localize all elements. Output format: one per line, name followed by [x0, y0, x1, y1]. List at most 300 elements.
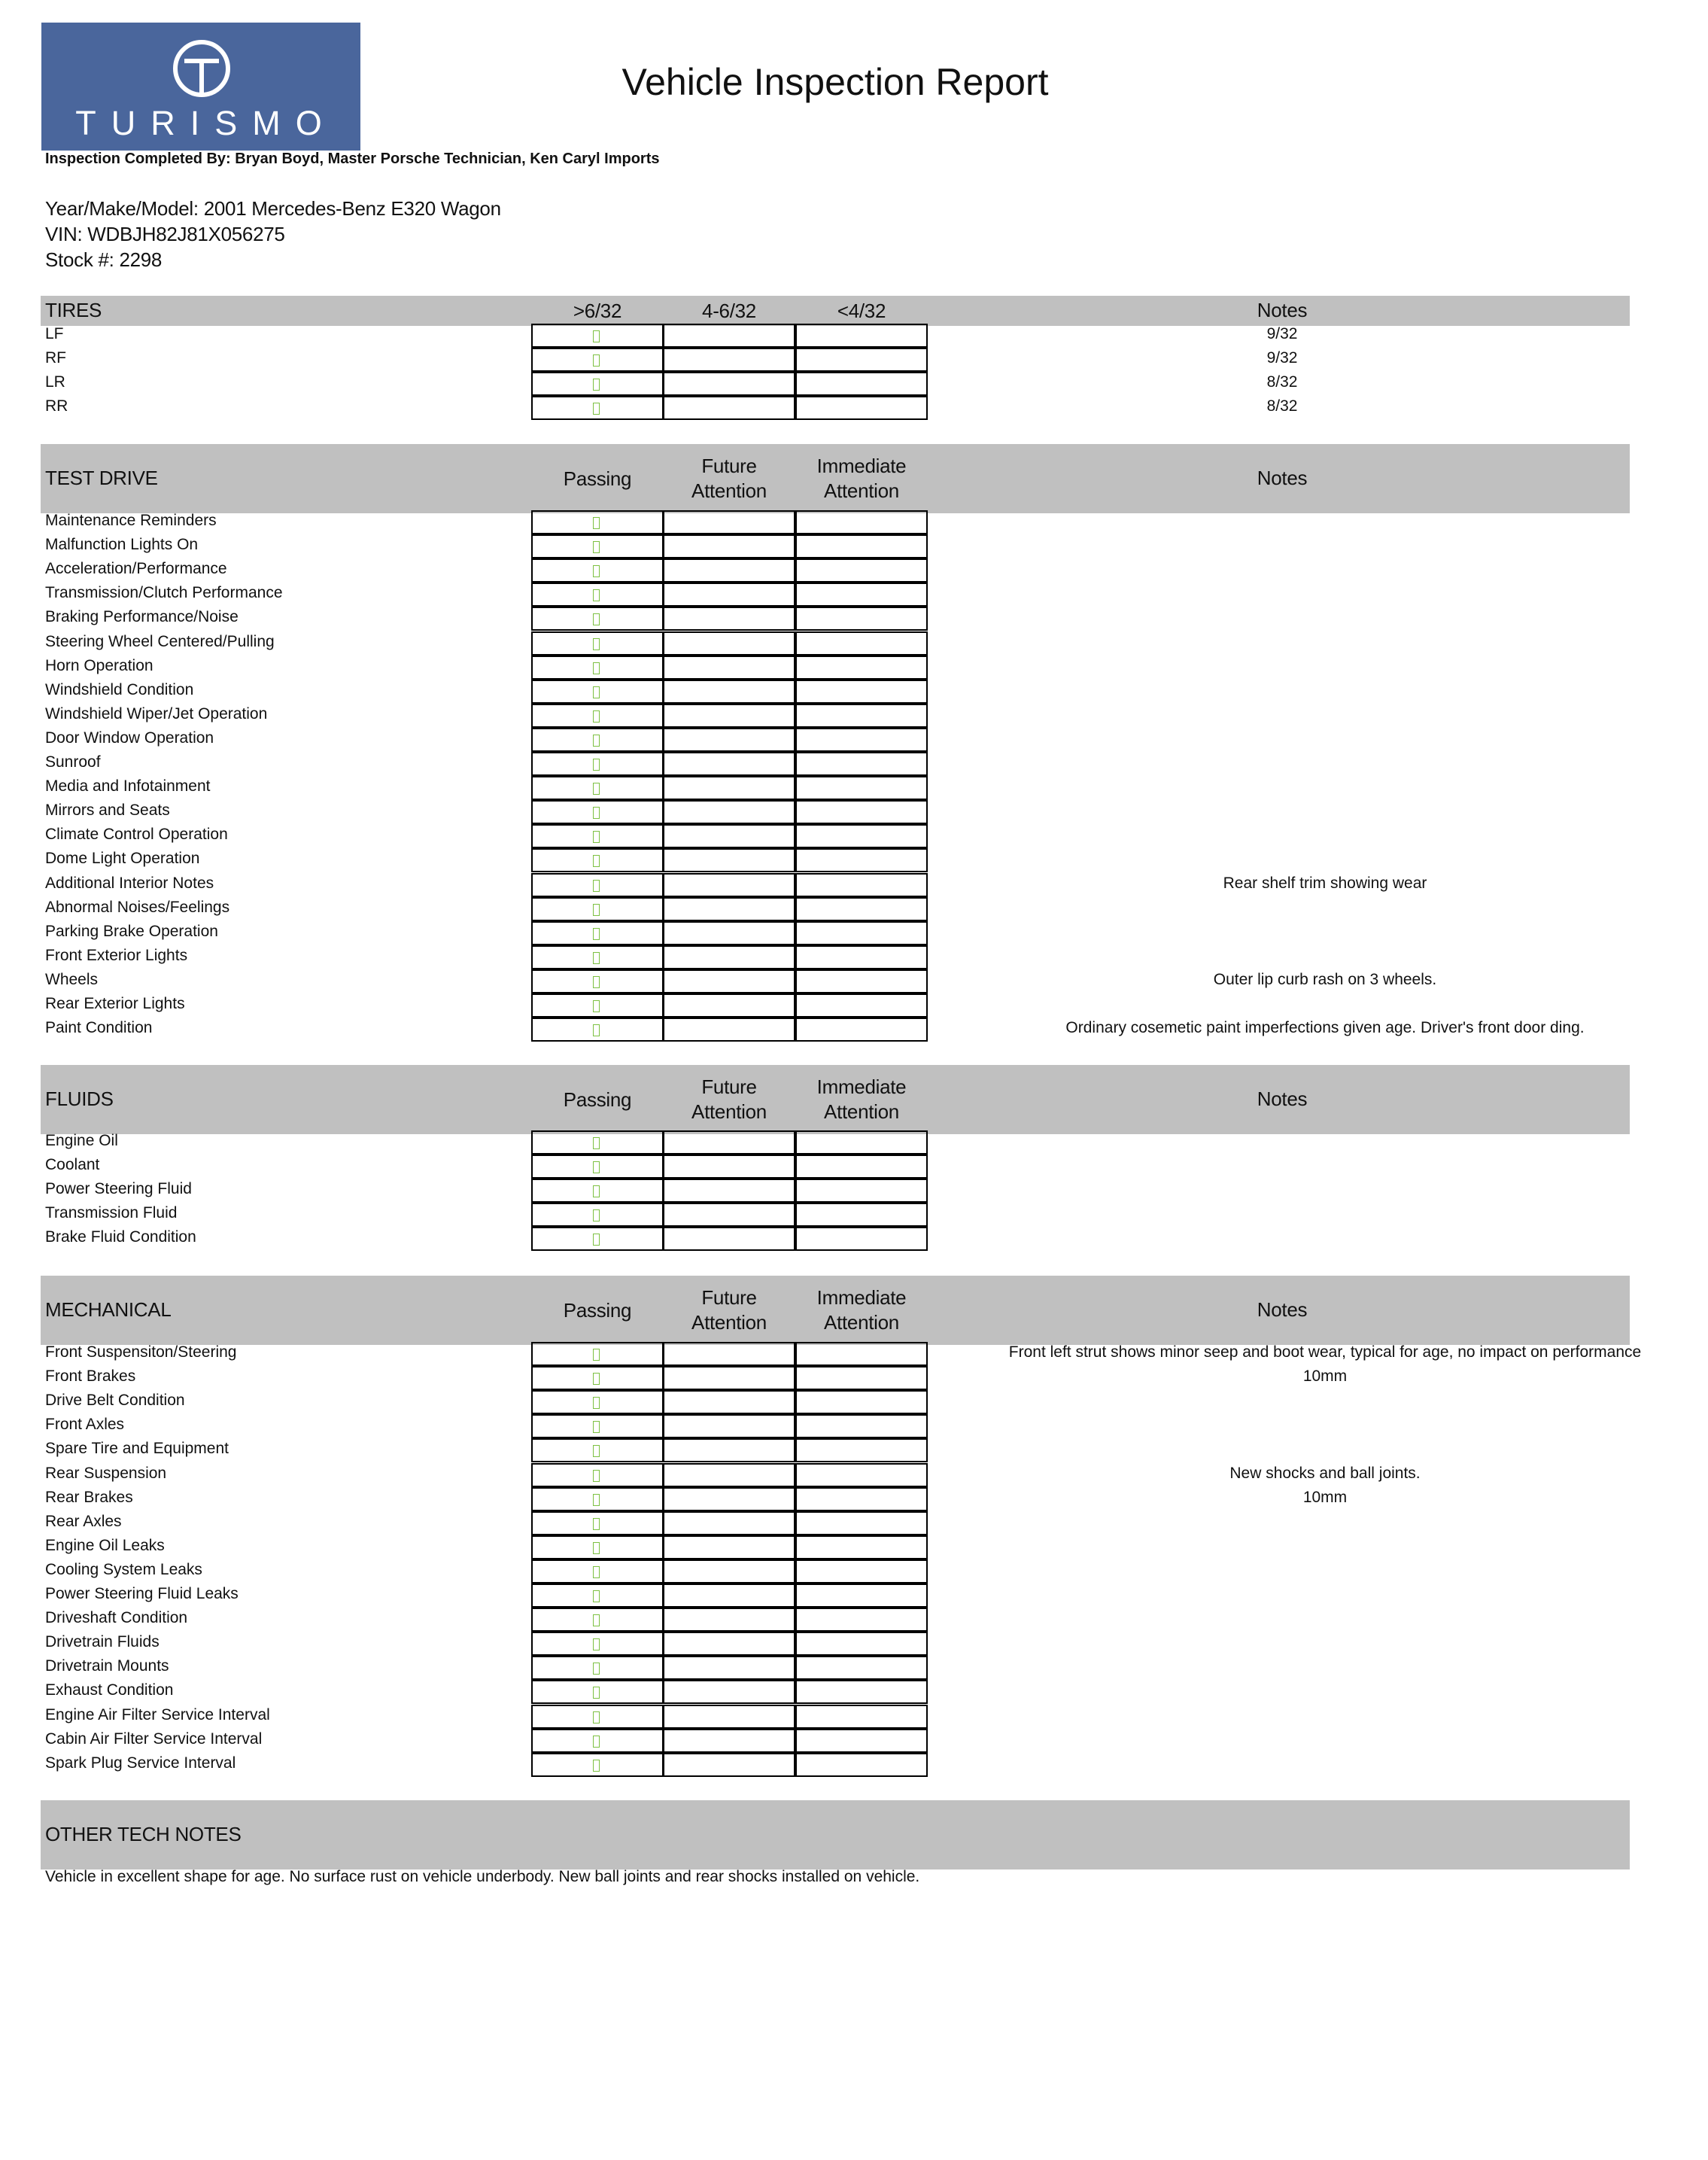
tires-section-title: TIRES: [45, 299, 102, 321]
immediate-attention-checkbox[interactable]: [795, 680, 928, 704]
passing-checkbox[interactable]: [531, 848, 664, 872]
year-make-model: Year/Make/Model: 2001 Mercedes-Benz E320 Wagon: [45, 197, 501, 220]
future-attention-checkbox[interactable]: [663, 1227, 795, 1251]
immediate-attention-checkbox[interactable]: [795, 969, 928, 993]
passing-checkbox[interactable]: [531, 993, 664, 1018]
future-attention-checkbox[interactable]: [663, 324, 795, 348]
immediate-attention-checkbox[interactable]: [795, 704, 928, 728]
immediate-attention-checkbox[interactable]: [795, 583, 928, 607]
row-note: 8/32: [1266, 373, 1298, 391]
mechanical-section-header: [41, 1276, 1630, 1345]
immediate-attention-checkbox[interactable]: [795, 1559, 928, 1583]
immediate-attention-checkbox[interactable]: [795, 1130, 928, 1155]
passing-checkbox[interactable]: [531, 800, 664, 824]
immediate-attention-checkbox[interactable]: [795, 1511, 928, 1535]
immediate-attention-checkbox[interactable]: [795, 776, 928, 800]
future-attention-checkbox[interactable]: [663, 897, 795, 921]
immediate-attention-checkbox[interactable]: [795, 897, 928, 921]
test-drive-row: [41, 945, 1630, 969]
immediate-attention-checkbox[interactable]: [795, 607, 928, 631]
immediate-attention-checkbox[interactable]: [795, 800, 928, 824]
row-label: Transmission Fluid: [45, 1204, 178, 1222]
row-label: Braking Performance/Noise: [45, 608, 239, 626]
future-attention-checkbox[interactable]: [663, 1729, 795, 1753]
mechanical-section-title: MECHANICAL: [45, 1298, 172, 1321]
future-attention-checkbox[interactable]: [663, 1559, 795, 1583]
row-label: Additional Interior Notes: [45, 874, 214, 892]
passing-checkbox[interactable]: [531, 1018, 664, 1042]
passing-checkbox[interactable]: [531, 1632, 664, 1656]
immediate-attention-checkbox[interactable]: [795, 945, 928, 969]
passing-checkbox[interactable]: [531, 1559, 664, 1583]
mechanical-col-passing: Passing: [563, 1299, 632, 1322]
row-label: Spark Plug Service Interval: [45, 1754, 236, 1772]
fluids-row: [41, 1130, 1630, 1155]
row-label: Driveshaft Condition: [45, 1609, 188, 1627]
immediate-attention-checkbox[interactable]: [795, 324, 928, 348]
row-label: Climate Control Operation: [45, 826, 228, 844]
future-attention-checkbox[interactable]: [663, 534, 795, 558]
immediate-attention-checkbox[interactable]: [795, 1342, 928, 1366]
immediate-attention-checkbox[interactable]: [795, 510, 928, 534]
passing-checkbox[interactable]: [531, 1608, 664, 1632]
row-label: Rear Suspension: [45, 1464, 167, 1482]
test-drive-section-header: [41, 444, 1630, 513]
row-label: Cooling System Leaks: [45, 1560, 202, 1578]
passing-checkbox[interactable]: [531, 728, 664, 752]
checkmark-glyph-icon: [593, 1397, 600, 1409]
immediate-attention-checkbox[interactable]: [795, 993, 928, 1018]
passing-checkbox[interactable]: [531, 1511, 664, 1535]
checkmark-glyph-icon: [593, 952, 600, 964]
row-label: Mirrors and Seats: [45, 802, 170, 820]
row-note: 10mm: [1302, 1488, 1348, 1506]
future-attention-checkbox[interactable]: [663, 1680, 795, 1704]
test-drive-col-immediate: Immediate Attention: [816, 455, 907, 502]
immediate-attention-checkbox[interactable]: [795, 728, 928, 752]
immediate-attention-checkbox[interactable]: [795, 1583, 928, 1608]
tires-col-under-4: <4/32: [837, 300, 886, 322]
test-drive-row: [41, 1018, 1630, 1042]
immediate-attention-checkbox[interactable]: [795, 631, 928, 656]
immediate-attention-checkbox[interactable]: [795, 848, 928, 872]
test-drive-row: [41, 752, 1630, 776]
future-attention-checkbox[interactable]: [663, 1535, 795, 1559]
immediate-attention-checkbox[interactable]: [795, 1608, 928, 1632]
future-attention-checkbox[interactable]: [663, 1018, 795, 1042]
row-label: Brake Fluid Condition: [45, 1228, 196, 1246]
future-attention-checkbox[interactable]: [663, 728, 795, 752]
checkmark-glyph-icon: [593, 565, 600, 577]
test-drive-row: [41, 534, 1630, 558]
checkmark-glyph-icon: [593, 589, 600, 601]
future-attention-checkbox[interactable]: [663, 1487, 795, 1511]
checkmark-glyph-icon: [593, 880, 600, 892]
passing-checkbox[interactable]: [531, 396, 664, 420]
test-drive-row: [41, 800, 1630, 824]
passing-checkbox[interactable]: [531, 1438, 664, 1462]
row-label: Wheels: [45, 970, 99, 988]
test-drive-row: [41, 704, 1630, 728]
immediate-attention-checkbox[interactable]: [795, 873, 928, 897]
immediate-attention-checkbox[interactable]: [795, 1680, 928, 1704]
immediate-attention-checkbox[interactable]: [795, 1656, 928, 1680]
passing-checkbox[interactable]: [531, 945, 664, 969]
test-drive-row: [41, 969, 1630, 993]
checkmark-glyph-icon: [593, 1494, 600, 1506]
checkmark-glyph-icon: [593, 613, 600, 625]
passing-checkbox[interactable]: [531, 1203, 664, 1227]
passing-checkbox[interactable]: [531, 1414, 664, 1438]
passing-checkbox[interactable]: [531, 1705, 664, 1729]
row-label: Door Window Operation: [45, 729, 214, 747]
immediate-attention-checkbox[interactable]: [795, 1390, 928, 1414]
immediate-attention-checkbox[interactable]: [795, 921, 928, 945]
future-attention-checkbox[interactable]: [663, 558, 795, 583]
checkmark-glyph-icon: [593, 1542, 600, 1554]
checkmark-glyph-icon: [593, 710, 600, 723]
test-drive-row: [41, 776, 1630, 800]
tires-col-over-6: >6/32: [573, 300, 622, 322]
row-note: Outer lip curb rash on 3 wheels.: [1213, 970, 1437, 988]
row-label: Coolant: [45, 1156, 100, 1174]
future-attention-checkbox[interactable]: [663, 1463, 795, 1487]
mechanical-col-future: Future Attention: [691, 1286, 767, 1334]
other-tech-notes-header: [41, 1800, 1630, 1869]
checkmark-glyph-icon: [593, 379, 600, 391]
test-drive-notes-header: Notes: [1257, 467, 1308, 489]
passing-checkbox[interactable]: [531, 1463, 664, 1487]
row-note: 9/32: [1266, 325, 1298, 342]
test-drive-row: [41, 921, 1630, 945]
checkmark-glyph-icon: [593, 1373, 600, 1385]
logo-wordmark: TURISMO: [75, 104, 337, 142]
passing-checkbox[interactable]: [531, 583, 664, 607]
checkmark-glyph-icon: [593, 1638, 600, 1650]
future-attention-checkbox[interactable]: [663, 969, 795, 993]
future-attention-checkbox[interactable]: [663, 348, 795, 372]
fluids-row: [41, 1203, 1630, 1227]
immediate-attention-checkbox[interactable]: [795, 348, 928, 372]
checkmark-glyph-icon: [593, 1760, 600, 1772]
future-attention-checkbox[interactable]: [663, 1438, 795, 1462]
immediate-attention-checkbox[interactable]: [795, 1438, 928, 1462]
immediate-attention-checkbox[interactable]: [795, 1155, 928, 1179]
test-drive-row: [41, 656, 1630, 680]
future-attention-checkbox[interactable]: [663, 372, 795, 396]
checkmark-glyph-icon: [593, 759, 600, 771]
fluids-col-immediate: Immediate Attention: [816, 1075, 907, 1123]
immediate-attention-checkbox[interactable]: [795, 1705, 928, 1729]
checkmark-glyph-icon: [593, 1137, 600, 1149]
test-drive-row: [41, 607, 1630, 631]
checkmark-glyph-icon: [593, 1663, 600, 1675]
row-label: Power Steering Fluid Leaks: [45, 1585, 239, 1602]
immediate-attention-checkbox[interactable]: [795, 1632, 928, 1656]
passing-checkbox[interactable]: [531, 1390, 664, 1414]
passing-checkbox[interactable]: [531, 1227, 664, 1251]
row-label: Rear Exterior Lights: [45, 995, 185, 1012]
future-attention-checkbox[interactable]: [663, 945, 795, 969]
row-label: Drivetrain Fluids: [45, 1633, 160, 1651]
report-title: Vehicle Inspection Report: [622, 61, 1049, 103]
tires-row: [41, 348, 1630, 372]
immediate-attention-checkbox[interactable]: [795, 1535, 928, 1559]
passing-checkbox[interactable]: [531, 558, 664, 583]
fluids-col-future: Future Attention: [691, 1075, 767, 1123]
row-label: Windshield Wiper/Jet Operation: [45, 704, 268, 723]
checkmark-glyph-icon: [593, 638, 600, 650]
mechanical-row: [41, 1438, 1630, 1462]
row-label: Sunroof: [45, 753, 101, 771]
immediate-attention-checkbox[interactable]: [795, 1203, 928, 1227]
immediate-attention-checkbox[interactable]: [795, 1463, 928, 1487]
test-drive-row: [41, 631, 1630, 656]
future-attention-checkbox[interactable]: [663, 1155, 795, 1179]
row-label: LR: [45, 373, 65, 391]
future-attention-checkbox[interactable]: [663, 1179, 795, 1203]
checkmark-glyph-icon: [593, 928, 600, 940]
turismo-emblem-icon: [171, 38, 232, 99]
future-attention-checkbox[interactable]: [663, 1583, 795, 1608]
row-note: Front left strut shows minor seep and boot wear, typical for age, no impact on performance: [1008, 1343, 1642, 1361]
row-label: Rear Axles: [45, 1512, 122, 1530]
passing-checkbox[interactable]: [531, 680, 664, 704]
fluids-row: [41, 1179, 1630, 1203]
passing-checkbox[interactable]: [531, 510, 664, 534]
passing-checkbox[interactable]: [531, 1680, 664, 1704]
future-attention-checkbox[interactable]: [663, 921, 795, 945]
passing-checkbox[interactable]: [531, 1366, 664, 1390]
row-label: RR: [45, 397, 68, 415]
passing-checkbox[interactable]: [531, 631, 664, 656]
passing-checkbox[interactable]: [531, 704, 664, 728]
mechanical-row: [41, 1753, 1630, 1777]
immediate-attention-checkbox[interactable]: [795, 558, 928, 583]
test-drive-row: [41, 728, 1630, 752]
future-attention-checkbox[interactable]: [663, 680, 795, 704]
passing-checkbox[interactable]: [531, 1656, 664, 1680]
future-attention-checkbox[interactable]: [663, 510, 795, 534]
future-attention-checkbox[interactable]: [663, 873, 795, 897]
future-attention-checkbox[interactable]: [663, 1705, 795, 1729]
row-label: Power Steering Fluid: [45, 1180, 192, 1198]
passing-checkbox[interactable]: [531, 873, 664, 897]
fluids-row: [41, 1227, 1630, 1251]
passing-checkbox[interactable]: [531, 776, 664, 800]
test-drive-row: [41, 824, 1630, 848]
tires-row: [41, 396, 1630, 420]
immediate-attention-checkbox[interactable]: [795, 1227, 928, 1251]
mechanical-row: [41, 1535, 1630, 1559]
immediate-attention-checkbox[interactable]: [795, 1729, 928, 1753]
passing-checkbox[interactable]: [531, 921, 664, 945]
passing-checkbox[interactable]: [531, 1535, 664, 1559]
future-attention-checkbox[interactable]: [663, 752, 795, 776]
mechanical-row: [41, 1463, 1630, 1487]
row-label: Spare Tire and Equipment: [45, 1440, 229, 1458]
checkmark-glyph-icon: [593, 1445, 600, 1457]
row-label: Engine Air Filter Service Interval: [45, 1705, 270, 1723]
immediate-attention-checkbox[interactable]: [795, 824, 928, 848]
fluids-section-title: FLUIDS: [45, 1088, 114, 1110]
row-note: 9/32: [1266, 349, 1298, 367]
other-tech-note-text: Vehicle in excellent shape for age. No surface rust on vehicle underbody. New ball joints and rear shocks installed on vehicle.: [45, 1868, 920, 1885]
passing-checkbox[interactable]: [531, 348, 664, 372]
checkmark-glyph-icon: [593, 330, 600, 342]
immediate-attention-checkbox[interactable]: [795, 372, 928, 396]
test-drive-col-future: Future Attention: [691, 455, 767, 502]
checkmark-glyph-icon: [593, 1161, 600, 1173]
row-note: New shocks and ball joints.: [1229, 1464, 1421, 1482]
immediate-attention-checkbox[interactable]: [795, 1366, 928, 1390]
checkmark-glyph-icon: [593, 1614, 600, 1626]
checkmark-glyph-icon: [593, 1736, 600, 1748]
row-label: Drivetrain Mounts: [45, 1657, 169, 1675]
passing-checkbox[interactable]: [531, 824, 664, 848]
future-attention-checkbox[interactable]: [663, 1203, 795, 1227]
future-attention-checkbox[interactable]: [663, 631, 795, 656]
passing-checkbox[interactable]: [531, 1487, 664, 1511]
checkmark-glyph-icon: [593, 783, 600, 795]
immediate-attention-checkbox[interactable]: [795, 656, 928, 680]
passing-checkbox[interactable]: [531, 534, 664, 558]
mechanical-row: [41, 1656, 1630, 1680]
future-attention-checkbox[interactable]: [663, 396, 795, 420]
test-drive-col-passing: Passing: [563, 467, 632, 490]
fluids-section-header: [41, 1065, 1630, 1134]
future-attention-checkbox[interactable]: [663, 607, 795, 631]
row-note: 8/32: [1266, 397, 1298, 415]
passing-checkbox[interactable]: [531, 656, 664, 680]
row-label: Acceleration/Performance: [45, 560, 227, 578]
checkmark-glyph-icon: [593, 1590, 600, 1602]
immediate-attention-checkbox[interactable]: [795, 752, 928, 776]
passing-checkbox[interactable]: [531, 897, 664, 921]
future-attention-checkbox[interactable]: [663, 993, 795, 1018]
row-label: Media and Infotainment: [45, 777, 211, 796]
checkmark-glyph-icon: [593, 1470, 600, 1482]
checkmark-glyph-icon: [593, 1349, 600, 1361]
future-attention-checkbox[interactable]: [663, 1753, 795, 1777]
future-attention-checkbox[interactable]: [663, 776, 795, 800]
row-label: Malfunction Lights On: [45, 536, 199, 554]
future-attention-checkbox[interactable]: [663, 583, 795, 607]
future-attention-checkbox[interactable]: [663, 704, 795, 728]
passing-checkbox[interactable]: [531, 1753, 664, 1777]
passing-checkbox[interactable]: [531, 607, 664, 631]
immediate-attention-checkbox[interactable]: [795, 1753, 928, 1777]
future-attention-checkbox[interactable]: [663, 1632, 795, 1656]
tires-notes-header: Notes: [1257, 299, 1308, 321]
checkmark-glyph-icon: [593, 831, 600, 843]
fluids-row: [41, 1155, 1630, 1179]
row-note: 10mm: [1302, 1367, 1348, 1386]
checkmark-glyph-icon: [593, 1518, 600, 1530]
immediate-attention-checkbox[interactable]: [795, 1414, 928, 1438]
row-label: Engine Oil: [45, 1132, 118, 1149]
test-drive-row: [41, 510, 1630, 534]
row-label: LF: [45, 325, 64, 342]
future-attention-checkbox[interactable]: [663, 656, 795, 680]
mechanical-row: [41, 1632, 1630, 1656]
passing-checkbox[interactable]: [531, 752, 664, 776]
passing-checkbox[interactable]: [531, 372, 664, 396]
mechanical-row: [41, 1559, 1630, 1583]
row-label: Transmission/Clutch Performance: [45, 584, 283, 602]
row-label: Horn Operation: [45, 656, 153, 674]
future-attention-checkbox[interactable]: [663, 1130, 795, 1155]
checkmark-glyph-icon: [593, 1234, 600, 1246]
mechanical-notes-header: Notes: [1257, 1298, 1308, 1321]
future-attention-checkbox[interactable]: [663, 800, 795, 824]
mechanical-row: [41, 1390, 1630, 1414]
fluids-notes-header: Notes: [1257, 1088, 1308, 1110]
future-attention-checkbox[interactable]: [663, 1342, 795, 1366]
row-label: Front Axles: [45, 1416, 125, 1434]
row-label: Paint Condition: [45, 1019, 153, 1037]
row-label: Front Suspensiton/Steering: [45, 1343, 237, 1361]
passing-checkbox[interactable]: [531, 324, 664, 348]
passing-checkbox[interactable]: [531, 1179, 664, 1203]
stock-number: Stock #: 2298: [45, 248, 163, 271]
checkmark-glyph-icon: [593, 517, 600, 529]
immediate-attention-checkbox[interactable]: [795, 1018, 928, 1042]
future-attention-checkbox[interactable]: [663, 824, 795, 848]
passing-checkbox[interactable]: [531, 1130, 664, 1155]
row-label: Exhaust Condition: [45, 1681, 174, 1699]
future-attention-checkbox[interactable]: [663, 848, 795, 872]
tires-row: [41, 372, 1630, 396]
checkmark-glyph-icon: [593, 1185, 600, 1197]
mechanical-row: [41, 1511, 1630, 1535]
immediate-attention-checkbox[interactable]: [795, 534, 928, 558]
checkmark-glyph-icon: [593, 1421, 600, 1433]
checkmark-glyph-icon: [593, 354, 600, 367]
mechanical-row: [41, 1680, 1630, 1704]
mechanical-row: [41, 1705, 1630, 1729]
passing-checkbox[interactable]: [531, 1342, 664, 1366]
future-attention-checkbox[interactable]: [663, 1366, 795, 1390]
passing-checkbox[interactable]: [531, 969, 664, 993]
future-attention-checkbox[interactable]: [663, 1608, 795, 1632]
future-attention-checkbox[interactable]: [663, 1511, 795, 1535]
turismo-logo: [41, 23, 360, 151]
tires-row: [41, 324, 1630, 348]
test-drive-row: [41, 848, 1630, 872]
row-label: RF: [45, 349, 66, 367]
passing-checkbox[interactable]: [531, 1155, 664, 1179]
future-attention-checkbox[interactable]: [663, 1656, 795, 1680]
passing-checkbox[interactable]: [531, 1729, 664, 1753]
immediate-attention-checkbox[interactable]: [795, 1179, 928, 1203]
test-drive-row: [41, 680, 1630, 704]
future-attention-checkbox[interactable]: [663, 1414, 795, 1438]
test-drive-row: [41, 873, 1630, 897]
mechanical-row: [41, 1414, 1630, 1438]
checkmark-glyph-icon: [593, 735, 600, 747]
immediate-attention-checkbox[interactable]: [795, 1487, 928, 1511]
checkmark-glyph-icon: [593, 1566, 600, 1578]
row-label: Abnormal Noises/Feelings: [45, 898, 230, 916]
checkmark-glyph-icon: [593, 541, 600, 553]
passing-checkbox[interactable]: [531, 1583, 664, 1608]
vin: VIN: WDBJH82J81X056275: [45, 223, 285, 245]
immediate-attention-checkbox[interactable]: [795, 396, 928, 420]
checkmark-glyph-icon: [593, 1209, 600, 1221]
test-drive-section-title: TEST DRIVE: [45, 467, 158, 489]
future-attention-checkbox[interactable]: [663, 1390, 795, 1414]
